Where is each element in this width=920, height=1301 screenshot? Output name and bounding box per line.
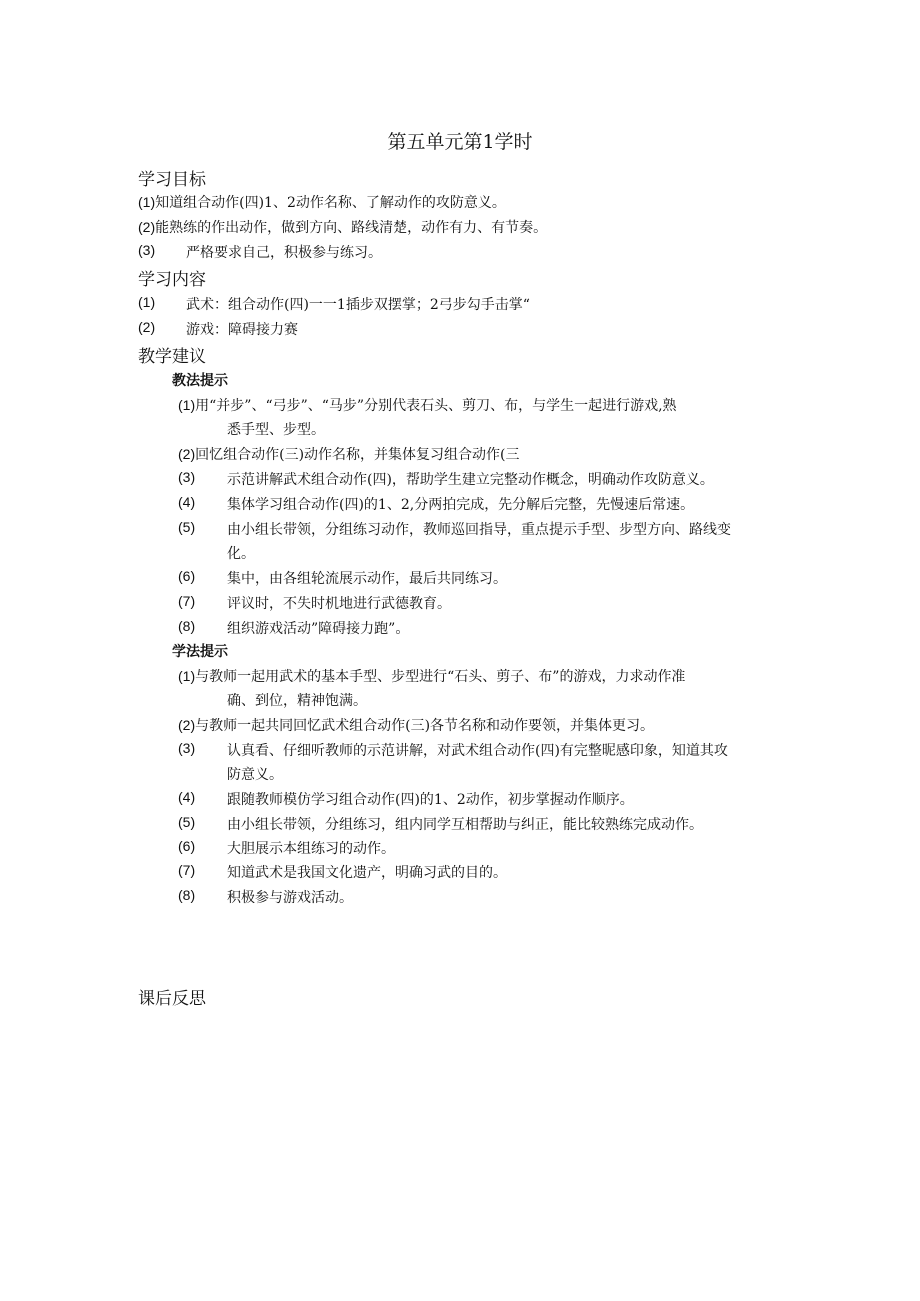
- goal-item-text: 能熟练的作出动作，做到方向、路线清楚，动作有力、有节奏。: [155, 220, 548, 236]
- learning-item-number: (4): [178, 789, 196, 805]
- teaching-item-text: 集中，由各组轮流展示动作，最后共同练习。: [227, 571, 507, 587]
- learning-item-7: [178, 862, 507, 881]
- goals-heading: 学习目标: [138, 170, 206, 190]
- learning-item-3-cont: 防意义。: [227, 767, 283, 783]
- teaching-item-text: 用“并步”、“弓步”、“马步”分别代表石头、剪刀、布，与学生一起进行游戏,熟: [195, 398, 677, 414]
- teaching-item-1-cont: 悉手型、步型。: [227, 422, 325, 438]
- content-item-number: (2): [138, 319, 156, 335]
- learning-item-text: 大胆展示本组练习的动作。: [227, 841, 395, 857]
- learning-item-1-cont: 确、到位，精神饱满。: [227, 693, 367, 709]
- learning-item-text: 与教师一起用武术的基本手型、步型进行“石头、剪子、布”的游戏，力求动作准: [195, 669, 686, 685]
- teaching-item-6: [178, 568, 507, 587]
- learning-item-number: (1): [178, 668, 196, 684]
- teaching-item-1: [178, 395, 677, 415]
- learning-item-number: (3): [178, 740, 196, 756]
- teaching-item-number: (5): [178, 519, 196, 535]
- goal-item-text: 知道组合动作(四)1、2动作名称、了解动作的攻防意义。: [155, 195, 506, 211]
- content-item-1: [138, 294, 530, 313]
- learning-item-text: 认真看、仔细听教师的示范讲解，对武术组合动作(四)有完整昵感印象，知道其攻: [227, 743, 728, 759]
- content-heading: 学习内容: [138, 270, 206, 290]
- goal-item-1: [138, 192, 506, 212]
- teaching-item-text: 示范讲解武术组合动作(四)，帮助学生建立完整动作概念，明确动作攻防意义。: [227, 472, 714, 488]
- learning-tips-heading: 学法提示: [172, 644, 228, 660]
- teaching-item-2: [178, 444, 520, 464]
- teaching-item-text: 回忆组合动作(三)动作名称，并集体复习组合动作(三: [195, 447, 520, 463]
- teaching-item-number: (4): [178, 494, 196, 510]
- reflection-heading: 课后反思: [138, 989, 206, 1009]
- teaching-item-7: [178, 593, 451, 612]
- teaching-item-text: 集体学习组合动作(四)的1、2,分两拍完成，先分解后完整，先慢速后常速。: [227, 497, 695, 513]
- learning-item-text: 与教师一起共同回忆武术组合动作(三)各节名称和动作要领，并集体更习。: [195, 718, 655, 734]
- teaching-item-5-cont: 化。: [227, 546, 255, 562]
- learning-item-number: (6): [178, 838, 196, 854]
- learning-item-text: 由小组长带领，分组练习，组内同学互相帮助与纠正，能比较熟练完成动作。: [227, 817, 703, 833]
- teaching-item-number: (8): [178, 618, 196, 634]
- learning-item-text: 知道武术是我国文化遗产，明确习武的目的。: [227, 865, 507, 881]
- teaching-item-number: (7): [178, 593, 196, 609]
- teaching-item-text: 由小组长带领，分组练习动作，教师巡回指导，重点提示手型、步型方向、路线变: [227, 522, 731, 538]
- learning-item-number: (2): [178, 717, 196, 733]
- teaching-item-text: 组织游戏活动”障碍接力跑”。: [227, 621, 410, 637]
- learning-item-8: [178, 887, 353, 906]
- teaching-item-number: (3): [178, 469, 196, 485]
- teaching-tips-heading: 教法提示: [172, 373, 228, 389]
- page-title: 第五单元第1学时: [387, 131, 533, 153]
- goal-item-number: (2): [138, 219, 156, 235]
- content-item-text: 游戏：障碍接力赛: [186, 322, 298, 338]
- goal-item-number: (1): [138, 194, 156, 210]
- content-item-number: (1): [138, 294, 156, 310]
- content-item-2: [138, 319, 298, 338]
- teaching-item-number: (2): [178, 446, 196, 462]
- learning-item-6: [178, 838, 395, 857]
- learning-item-3: [178, 740, 728, 759]
- learning-item-1: [178, 666, 685, 686]
- goal-item-3: [138, 242, 382, 261]
- advice-heading: 教学建议: [138, 347, 206, 367]
- teaching-item-4: [178, 494, 695, 513]
- teaching-item-5: [178, 519, 731, 538]
- teaching-item-3: [178, 469, 714, 488]
- teaching-item-8: [178, 618, 410, 637]
- teaching-item-text: 评议时，不失时机地进行武德教育。: [227, 596, 451, 612]
- content-item-text: 武术：组合动作(四)一一1插步双摆掌；2弓步勾手击掌“: [186, 297, 530, 313]
- goal-item-number: (3): [138, 242, 156, 258]
- teaching-item-number: (6): [178, 568, 196, 584]
- learning-item-text: 积极参与游戏活动。: [227, 890, 353, 906]
- learning-item-text: 跟随教师模仿学习组合动作(四)的1、2动作，初步掌握动作顺序。: [227, 792, 634, 808]
- goal-item-text: 严格要求自己，积极参与练习。: [186, 245, 382, 261]
- goal-item-2: [138, 217, 547, 237]
- learning-item-number: (7): [178, 862, 196, 878]
- learning-item-4: [178, 789, 634, 808]
- learning-item-number: (5): [178, 814, 196, 830]
- learning-item-5: [178, 814, 703, 833]
- learning-item-2: [178, 715, 654, 735]
- learning-item-number: (8): [178, 887, 196, 903]
- teaching-item-number: (1): [178, 397, 196, 413]
